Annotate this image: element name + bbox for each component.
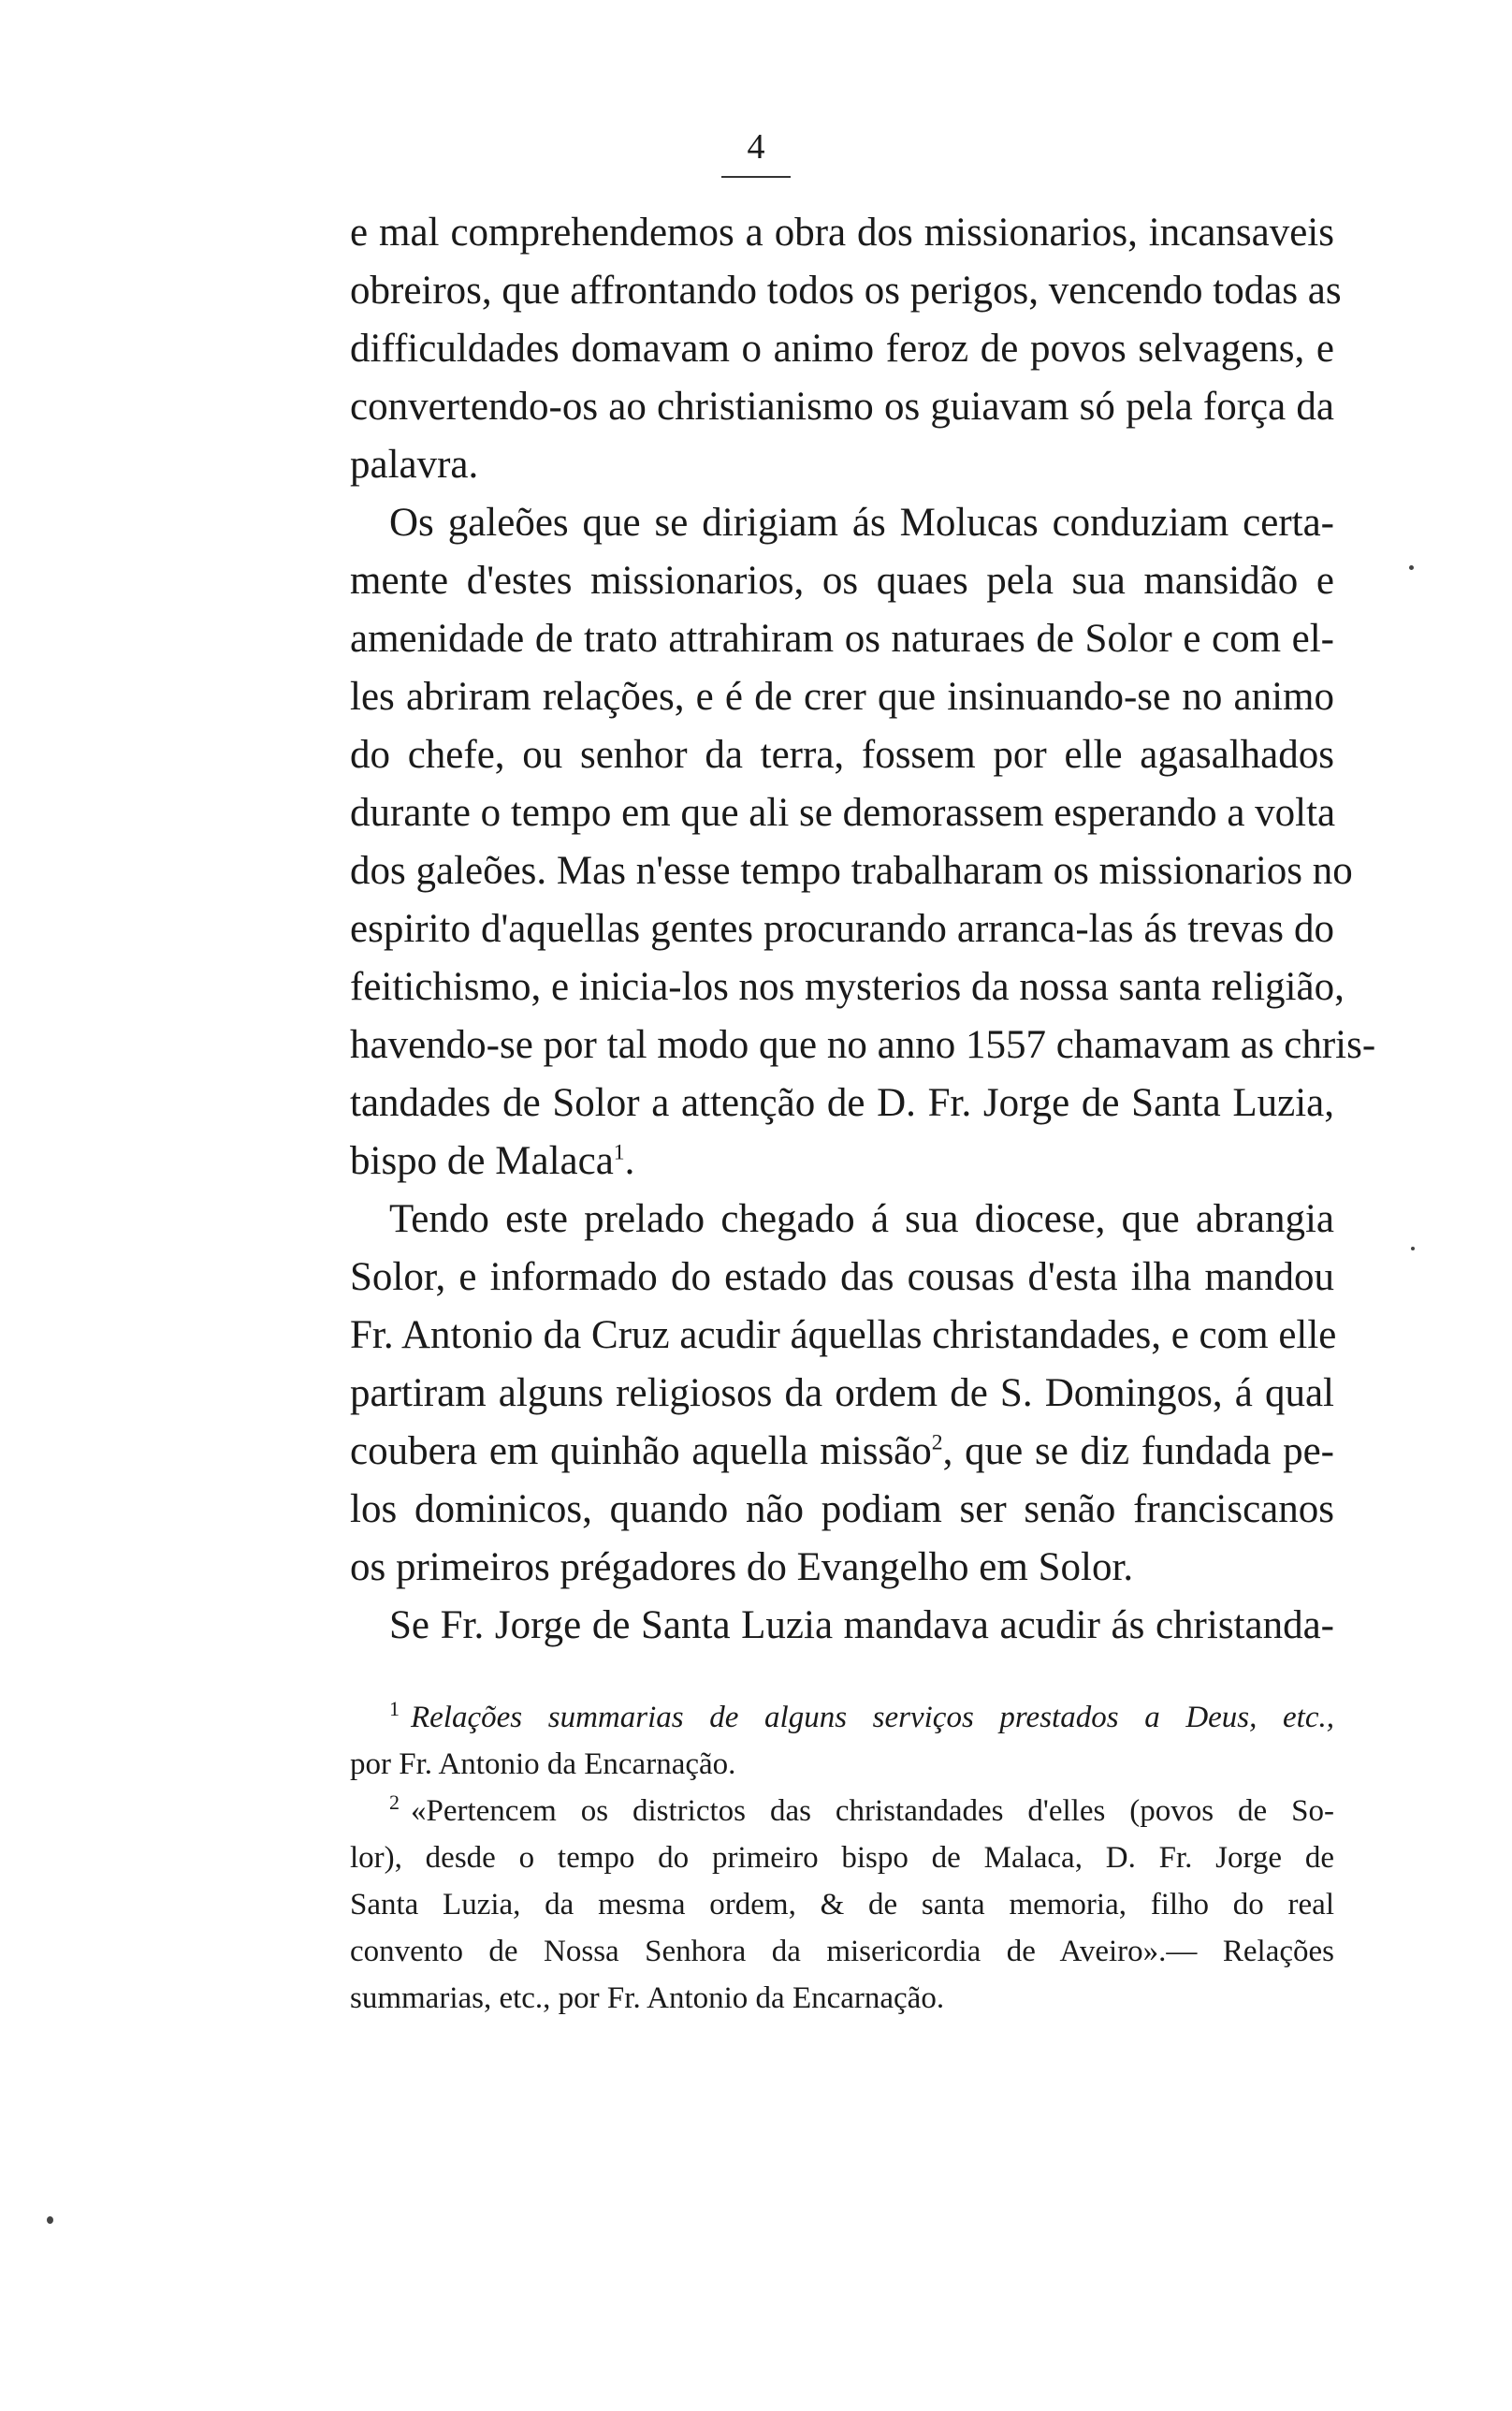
text-line: difficuldades domavam o animo feroz de povos selvagens, e <box>350 327 1334 371</box>
footnote-line: summarias, etc., por Fr. Antonio da Encarnação. <box>350 1981 945 2015</box>
text-line: convertendo-os ao christianismo os guiavam só pela força da <box>350 385 1334 429</box>
text-line: amenidade de trato attrahiram os naturaes de Solor e com el- <box>350 617 1334 661</box>
footnote-1 <box>350 1694 1334 1741</box>
text-line: partiram alguns religiosos da ordem de S. Domingos, á qual <box>350 1371 1334 1415</box>
footnotes <box>350 1694 1334 2022</box>
text-fragment: coubera em quinhão aquella missão <box>350 1429 932 1473</box>
text-line <box>350 1423 1334 1481</box>
text-line: Os galeões que se dirigiam ás Molucas conduziam certa- <box>389 501 1334 545</box>
text-fragment: bispo de Malaca <box>350 1139 614 1183</box>
footnote-ref-2[interactable]: 2 <box>931 1430 943 1455</box>
print-speck <box>1409 565 1414 570</box>
text-fragment: , que se diz fundada pe- <box>942 1429 1334 1473</box>
text-line: los dominicos, quando não podiam ser senão franciscanos <box>350 1487 1334 1531</box>
footnote-text: Relações summarias de alguns serviços prestados a Deus, etc., <box>411 1701 1334 1734</box>
main-text <box>350 204 1376 1655</box>
print-speck <box>47 2216 53 2224</box>
text-line: Tendo este prelado chegado á sua diocese, que abrangia <box>389 1197 1334 1241</box>
footnote-line: convento de Nossa Senhora da misericordia de Aveiro».— Relações <box>350 1935 1334 1968</box>
text-line: durante o tempo em que ali se demorassem esperando a volta <box>350 791 1336 835</box>
text-line: les abriram relações, e é de crer que insinuando-se no animo <box>350 675 1334 719</box>
footnote-mark: 1 <box>389 1697 400 1720</box>
print-speck <box>1411 1247 1415 1250</box>
text-line: Fr. Antonio da Cruz acudir áquellas christandades, e com elle <box>350 1313 1337 1357</box>
text-line: do chefe, ou senhor da terra, fossem por elle agasalhados <box>350 733 1334 777</box>
text-line: mente d'estes missionarios, os quaes pela sua mansidão e <box>350 559 1334 603</box>
text-line: Solor, e informado do estado das cousas d'esta ilha mandou <box>350 1255 1334 1299</box>
footnote-line: lor), desde o tempo do primeiro bispo de Malaca, D. Fr. Jorge de <box>350 1841 1334 1875</box>
text-line: espirito d'aquellas gentes procurando arranca-las ás trevas do <box>350 907 1334 951</box>
text-line: palavra. <box>350 443 479 487</box>
text-line: tandades de Solor a attenção de D. Fr. Jorge de Santa Luzia, <box>350 1081 1334 1125</box>
text-line: havendo-se por tal modo que no anno 1557 chamavam as chris- <box>350 1023 1376 1067</box>
footnote-text: «Pertencem os districtos das christandades d'elles (povos de So- <box>411 1794 1334 1828</box>
text-line: Se Fr. Jorge de Santa Luzia mandava acudir ás christanda- <box>389 1603 1334 1647</box>
footnote-line: Santa Luzia, da mesma ordem, & de santa memoria, filho do real <box>350 1888 1334 1921</box>
text-line: obreiros, que affrontando todos os perigos, vencendo todas as <box>350 269 1342 313</box>
footnote-ref-1[interactable]: 1 <box>613 1140 625 1165</box>
page-number: 4 <box>0 129 1512 178</box>
text-line: e mal comprehendemos a obra dos missionarios, incansaveis <box>350 211 1334 255</box>
footnote-2 <box>350 1788 1334 1834</box>
text-line: dos galeões. Mas n'esse tempo trabalharam os missionarios no <box>350 849 1353 893</box>
text-line: os primeiros prégadores do Evangelho em Solor. <box>350 1545 1134 1589</box>
text-line: feitichismo, e inicia-los nos mysterios da nossa santa religião, <box>350 965 1345 1009</box>
footnote-mark: 2 <box>389 1790 400 1814</box>
footnote-line: por Fr. Antonio da Encarnação. <box>350 1747 736 1781</box>
text-line: bispo de Malaca$^1$. <box>350 1139 635 1183</box>
